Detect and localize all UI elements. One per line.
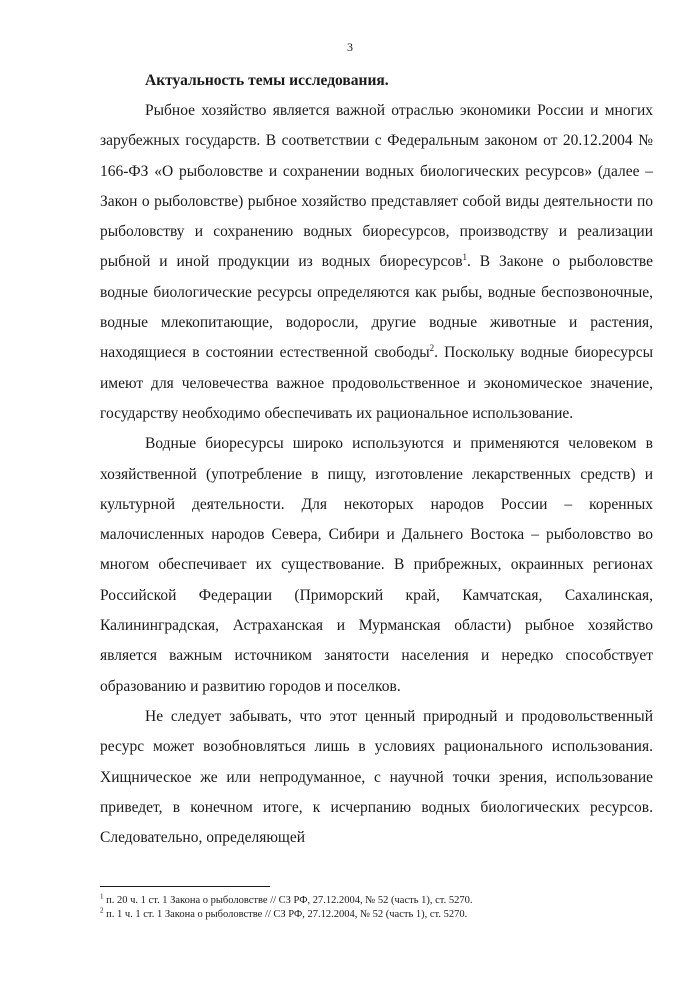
footnote-1-text: п. 20 ч. 1 ст. 1 Закона о рыболовстве // СЗ РФ, 27.12.2004, № 52 (часть 1), ст. 5270. [103,895,473,906]
paragraph-1 [100,96,653,429]
footnote-1 [100,894,653,908]
paragraph-3: Не следует забывать, что этот ценный природный и продовольственный ресурс может возобновляться лишь в условиях рационального использования. Хищническое же или непродуманное, с научной точки зрения, использование приведет, в конечном итоге, к исчерпанию водных биологических ресурсов. Следовательно, определяющей [100,707,653,847]
footnote-2-text: п. 1 ч. 1 ст. 1 Закона о рыболовстве // СЗ РФ, 27.12.2004, № 52 (часть 1), ст. 5270. [103,909,468,920]
paragraph-1-part-2: . В Законе о рыболовстве водные биологические ресурсы определяются как рыбы, водные беспозвоночные, водные млекопитающие, водоросли, другие водные животные и растения, находящиеся в состоянии естественной свободы [100,253,653,362]
paragraph-2: Водные биоресурсы широко используются и применяются человеком в хозяйственной (употребление в пищу, изготовление лекарственных средств) и культурной деятельности. Для некоторых народов России – коренных малочисленных народов Севера, Сибири и Дальнего Востока – рыболовство во многом обеспечивает их существование. В прибрежных, окраинных регионах Российской Федерации (Приморский край, Камчатская, Сахалинская, Калининградская, Астраханская и Мурманская области) рыбное хозяйство является важным источником занятости населения и нередко способствует образованию и развитию городов и поселков. [100,435,653,695]
footnote-divider [100,886,270,887]
footnote-ref-1: 1 [462,252,468,263]
paragraph-1-part-1: Рыбное хозяйство является важной отраслью экономики России и многих зарубежных государств. В соответствии с Федеральным законом от 20.12.2004 № 166-ФЗ «О рыболовстве и сохранении водных биологических ресурсов» (далее – Закон о рыболовстве) рыбное хозяйство представляет собой виды деятельности по рыболовству и сохранению водных биоресурсов, производству и реализации рыбной и иной продукции из водных биоресурсов [100,102,653,271]
footnote-2 [100,908,653,922]
main-text [100,72,653,853]
footnote-2-marker: 2 [100,906,104,915]
paragraph-1-part-3: . Поскольку водные биоресурсы имеют для человечества важное продовольственное и экономическое значение, государству необходимо обеспечивать их рациональное использование. [100,344,653,422]
section-heading: Актуальность темы исследования. [145,72,389,89]
footnote-ref-2: 2 [429,343,435,354]
page-number: 3 [347,40,353,54]
footnote-1-marker: 1 [100,892,104,901]
footnotes [100,894,653,922]
